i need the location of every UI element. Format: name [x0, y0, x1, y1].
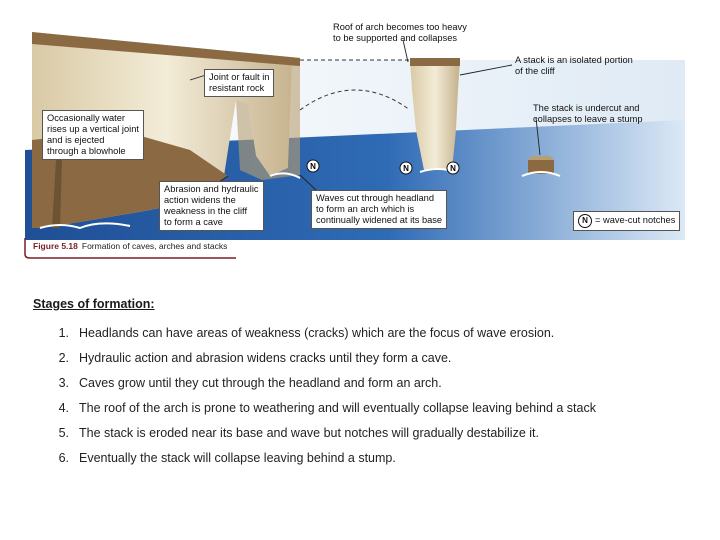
label-roof-line-2: to be supported and collapses — [333, 33, 458, 43]
label-roof-line-1: Roof of arch becomes too heavy — [333, 22, 467, 32]
label-waves — [311, 190, 447, 229]
notch-marker-2 — [400, 162, 412, 174]
label-blowhole — [42, 110, 144, 160]
stack-topsoil — [410, 58, 460, 66]
item-text: Eventually the stack will collapse leaving behind a stump. — [79, 451, 396, 465]
label-waves-line-3: continually widened at its base — [316, 215, 443, 225]
legend-wave-cut-notches — [573, 211, 680, 231]
notch-marker-3-label: N — [450, 164, 456, 173]
notch-marker-1 — [307, 160, 319, 172]
item-text: The stack is eroded near its base and wave but notches will gradually destabilize it. — [79, 426, 539, 440]
notch-marker-1-label: N — [310, 162, 316, 171]
item-text: Hydraulic action and abrasion widens cracks until they form a cave. — [79, 351, 452, 365]
item-number: 1. — [58, 326, 69, 340]
label-abrasion-line-4: to form a cave — [164, 217, 223, 227]
label-abrasion-line-2: action widens the — [164, 195, 236, 205]
label-blowhole-line-1: Occasionally water — [47, 113, 126, 123]
item-number: 6. — [58, 451, 69, 465]
item-number: 4. — [58, 401, 69, 415]
label-waves-line-2: to form an arch which is — [316, 204, 415, 214]
notch-marker-2-label: N — [403, 164, 409, 173]
label-abrasion-line-3: weakness in the cliff — [164, 206, 248, 216]
label-undercut — [533, 103, 643, 125]
notch-marker-3 — [447, 162, 459, 174]
label-abrasion — [159, 181, 264, 231]
item-number: 5. — [58, 426, 69, 440]
label-waves-line-1: Waves cut through headland — [316, 193, 435, 203]
label-joint-line-2: resistant rock — [209, 83, 265, 93]
label-blowhole-line-3: and is ejected — [47, 135, 105, 145]
label-joint-line-1: Joint or fault in — [209, 72, 270, 82]
label-stack-line-1: A stack is an isolated portion — [515, 55, 633, 65]
caption-number: Figure 5.18 — [33, 241, 78, 251]
item-text: Caves grow until they cut through the headland and form an arch. — [79, 376, 442, 390]
label-joint — [204, 69, 274, 97]
label-undercut-line-2: collapses to leave a stump — [533, 114, 643, 124]
label-blowhole-line-4: through a blowhole — [47, 146, 126, 156]
label-undercut-line-1: The stack is undercut and — [533, 103, 640, 113]
item-number: 2. — [58, 351, 69, 365]
label-abrasion-line-1: Abrasion and hydraulic — [164, 184, 259, 194]
item-number: 3. — [58, 376, 69, 390]
stages-heading: Stages of formation: — [33, 297, 155, 311]
label-roof — [333, 22, 467, 44]
figure-caption — [33, 241, 227, 251]
label-stack-definition — [515, 55, 633, 77]
legend-text: = wave-cut notches — [595, 215, 676, 225]
item-text: The roof of the arch is prone to weathering and will eventually collapse leaving behind a stack — [79, 401, 596, 415]
legend-notch-icon: N — [578, 214, 592, 228]
item-text: Headlands can have areas of weakness (cracks) which are the focus of wave erosion. — [79, 326, 555, 340]
label-blowhole-line-2: rises up a vertical joint — [47, 124, 139, 134]
label-stack-line-2: of the cliff — [515, 66, 555, 76]
caption-text: Formation of caves, arches and stacks — [81, 241, 228, 251]
stump-top — [528, 156, 554, 160]
